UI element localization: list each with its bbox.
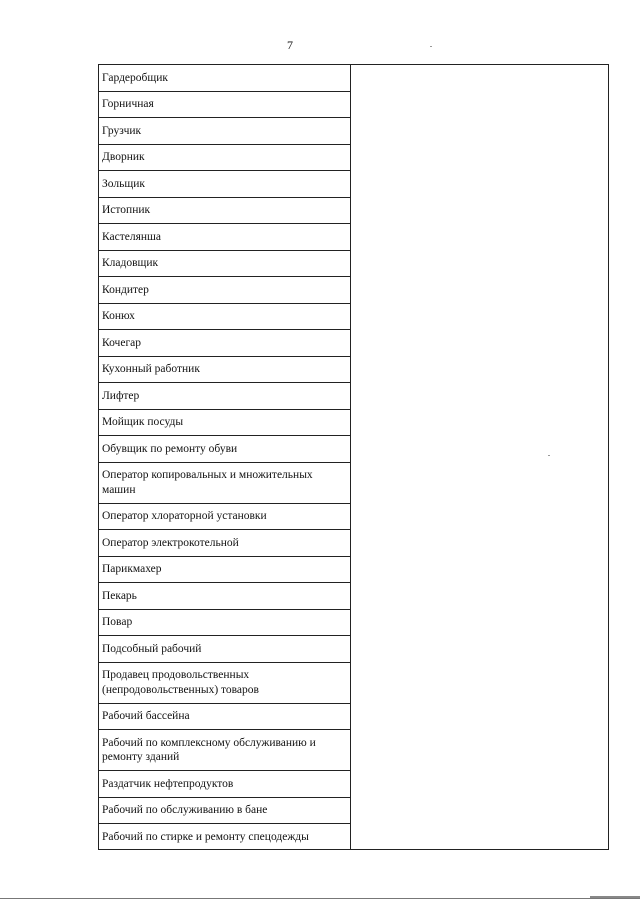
table-row [99, 251, 351, 278]
profession-label: Оператор копировальных и множительных машин [102, 469, 313, 496]
table-row [99, 463, 351, 504]
table-row [99, 304, 351, 331]
table-row [99, 636, 351, 663]
profession-label: Кухонный работник [102, 363, 200, 376]
table-row [99, 118, 351, 145]
table-row [99, 504, 351, 531]
table-row [99, 610, 351, 637]
profession-label: Подсобный рабочий [102, 642, 202, 655]
table-row [99, 357, 351, 384]
profession-label: Пекарь [102, 589, 137, 602]
profession-label: Обувщик по ремонту обуви [102, 442, 238, 455]
table-row [99, 277, 351, 304]
table-row [99, 92, 351, 119]
table-row [99, 824, 351, 851]
profession-label: Дворник [102, 151, 145, 164]
table-row [99, 557, 351, 584]
profession-label: Рабочий по обслуживанию в бане [102, 804, 268, 817]
table-row [99, 65, 351, 92]
profession-label: Раздатчик нефтепродуктов [102, 777, 234, 790]
table-row [99, 330, 351, 357]
table-row [99, 171, 351, 198]
profession-label: Конюх [102, 310, 135, 323]
table-row [99, 583, 351, 610]
profession-label: Рабочий по стирке и ремонту спецодежды [102, 831, 309, 844]
table-row [99, 798, 351, 825]
profession-label: Грузчик [102, 124, 142, 137]
profession-label: Гардеробщик [102, 71, 168, 84]
table-row [99, 436, 351, 463]
professions-table [98, 64, 609, 850]
profession-label: Рабочий по комплексному обслуживанию и ремонту зданий [102, 736, 316, 763]
profession-label: Оператор хлораторной установки [102, 510, 267, 523]
profession-label: Горничная [102, 98, 154, 111]
profession-label: Кладовщик [102, 257, 159, 270]
profession-label: Лифтер [102, 389, 140, 402]
table-row [99, 383, 351, 410]
page-number: 7 [287, 38, 293, 52]
scan-speck [430, 46, 432, 47]
profession-label: Парикмахер [102, 563, 162, 576]
table-row [99, 771, 351, 798]
table-row [99, 198, 351, 225]
profession-label: Кастелянша [102, 230, 161, 243]
table-row [99, 145, 351, 172]
table-row [99, 530, 351, 557]
professions-list [99, 65, 351, 851]
scan-speck [548, 455, 550, 456]
profession-label: Кондитер [102, 283, 149, 296]
table-row [99, 704, 351, 731]
scan-edge-line [0, 898, 640, 899]
table-row [99, 224, 351, 251]
table-row [99, 663, 351, 704]
profession-label: Рабочий бассейна [102, 710, 190, 723]
profession-label: Зольщик [102, 177, 145, 190]
profession-label: Продавец продовольственных (непродовольственных) товаров [102, 669, 259, 696]
table-row [99, 410, 351, 437]
scan-edge-mark [590, 896, 640, 898]
profession-label: Истопник [102, 204, 151, 217]
profession-label: Оператор электрокотельной [102, 536, 239, 549]
table-row [99, 730, 351, 771]
profession-label: Мойщик посуды [102, 416, 184, 429]
profession-label: Повар [102, 616, 133, 629]
profession-label: Кочегар [102, 336, 142, 349]
empty-right-column [350, 65, 351, 849]
